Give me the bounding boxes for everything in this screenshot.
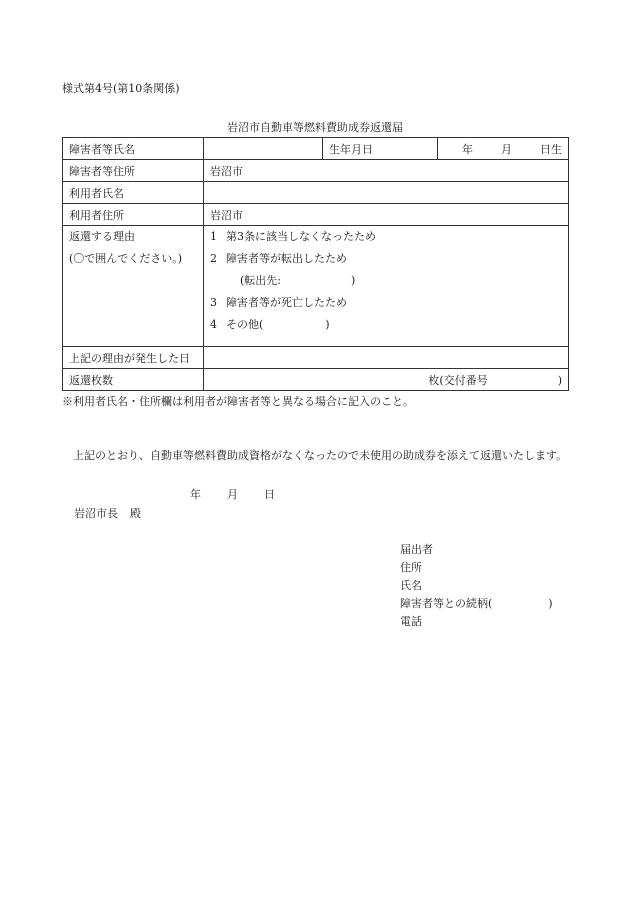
applicant-title: 届出者: [400, 543, 433, 556]
reason-label-cell: [63, 226, 204, 347]
date-day-label: 日: [264, 488, 275, 501]
occurred-date-label: 上記の理由が発生した日: [63, 347, 204, 369]
user-name-field[interactable]: [204, 182, 569, 204]
table-row: [63, 226, 569, 347]
reason-option-1[interactable]: 1 第3条に該当しなくなったため: [210, 230, 376, 243]
user-address-label: 利用者住所: [63, 204, 204, 226]
applicant-relation[interactable]: 障害者等との続柄( ): [400, 597, 553, 610]
name-label: 障害者等氏名: [63, 138, 204, 160]
return-form-table: [62, 137, 569, 391]
reason-option-3[interactable]: 3 障害者等が死亡したため: [210, 296, 347, 309]
applicant-address-label[interactable]: 住所: [400, 561, 422, 574]
address-label: 障害者等住所: [63, 160, 204, 182]
date-year-label: 年: [190, 488, 201, 501]
submission-date: [190, 486, 301, 502]
table-row: [63, 182, 569, 204]
addressee-honorific: 殿: [130, 507, 141, 520]
reason-option-4[interactable]: 4 その他( ): [210, 318, 330, 331]
birth-month-label: 月: [501, 142, 512, 156]
table-row: [63, 347, 569, 369]
count-close: ): [557, 373, 562, 387]
count-label: 返還枚数: [63, 369, 204, 391]
user-address-field[interactable]: 岩沼市: [204, 204, 569, 226]
address-field[interactable]: 岩沼市: [204, 160, 569, 182]
addressee: [74, 505, 141, 521]
applicant-block: [400, 541, 553, 631]
birth-year-label: 年: [462, 142, 473, 156]
destination-field[interactable]: (転出先: ): [240, 274, 356, 287]
name-field[interactable]: [204, 138, 323, 160]
body-text: 上記のとおり、自動車等燃料費助成資格がなくなったので未使用の助成券を添えて返還いたします。: [73, 449, 568, 462]
date-month-label: 月: [227, 488, 238, 501]
note-text: ※利用者氏名・住所欄は利用者が障害者等と異なる場合に記入のこと。: [62, 395, 414, 408]
applicant-name-label[interactable]: 氏名: [400, 579, 422, 592]
applicant-phone-label[interactable]: 電話: [400, 615, 422, 628]
birth-date-field[interactable]: [438, 138, 569, 160]
addressee-name: 岩沼市長: [74, 507, 118, 520]
table-row: [63, 160, 569, 182]
reason-instruction: (〇で囲んでください。): [69, 252, 183, 265]
count-unit: 枚(交付番号: [428, 373, 488, 387]
birth-day-label: 日生: [540, 142, 562, 156]
table-row: [63, 138, 569, 160]
form-number: 様式第4号(第10条関係): [62, 82, 180, 95]
reason-label: 返還する理由: [69, 230, 135, 243]
count-field[interactable]: [204, 369, 569, 391]
occurred-date-field[interactable]: [204, 347, 569, 369]
reason-option-2[interactable]: 2 障害者等が転出したため: [210, 252, 347, 265]
document-title: 岩沼市自動車等燃料費助成券返還届: [227, 121, 403, 134]
birth-date-label: 生年月日: [323, 138, 438, 160]
user-name-label: 利用者氏名: [63, 182, 204, 204]
table-row: [63, 204, 569, 226]
table-row: [63, 369, 569, 391]
reason-options: [204, 226, 569, 347]
